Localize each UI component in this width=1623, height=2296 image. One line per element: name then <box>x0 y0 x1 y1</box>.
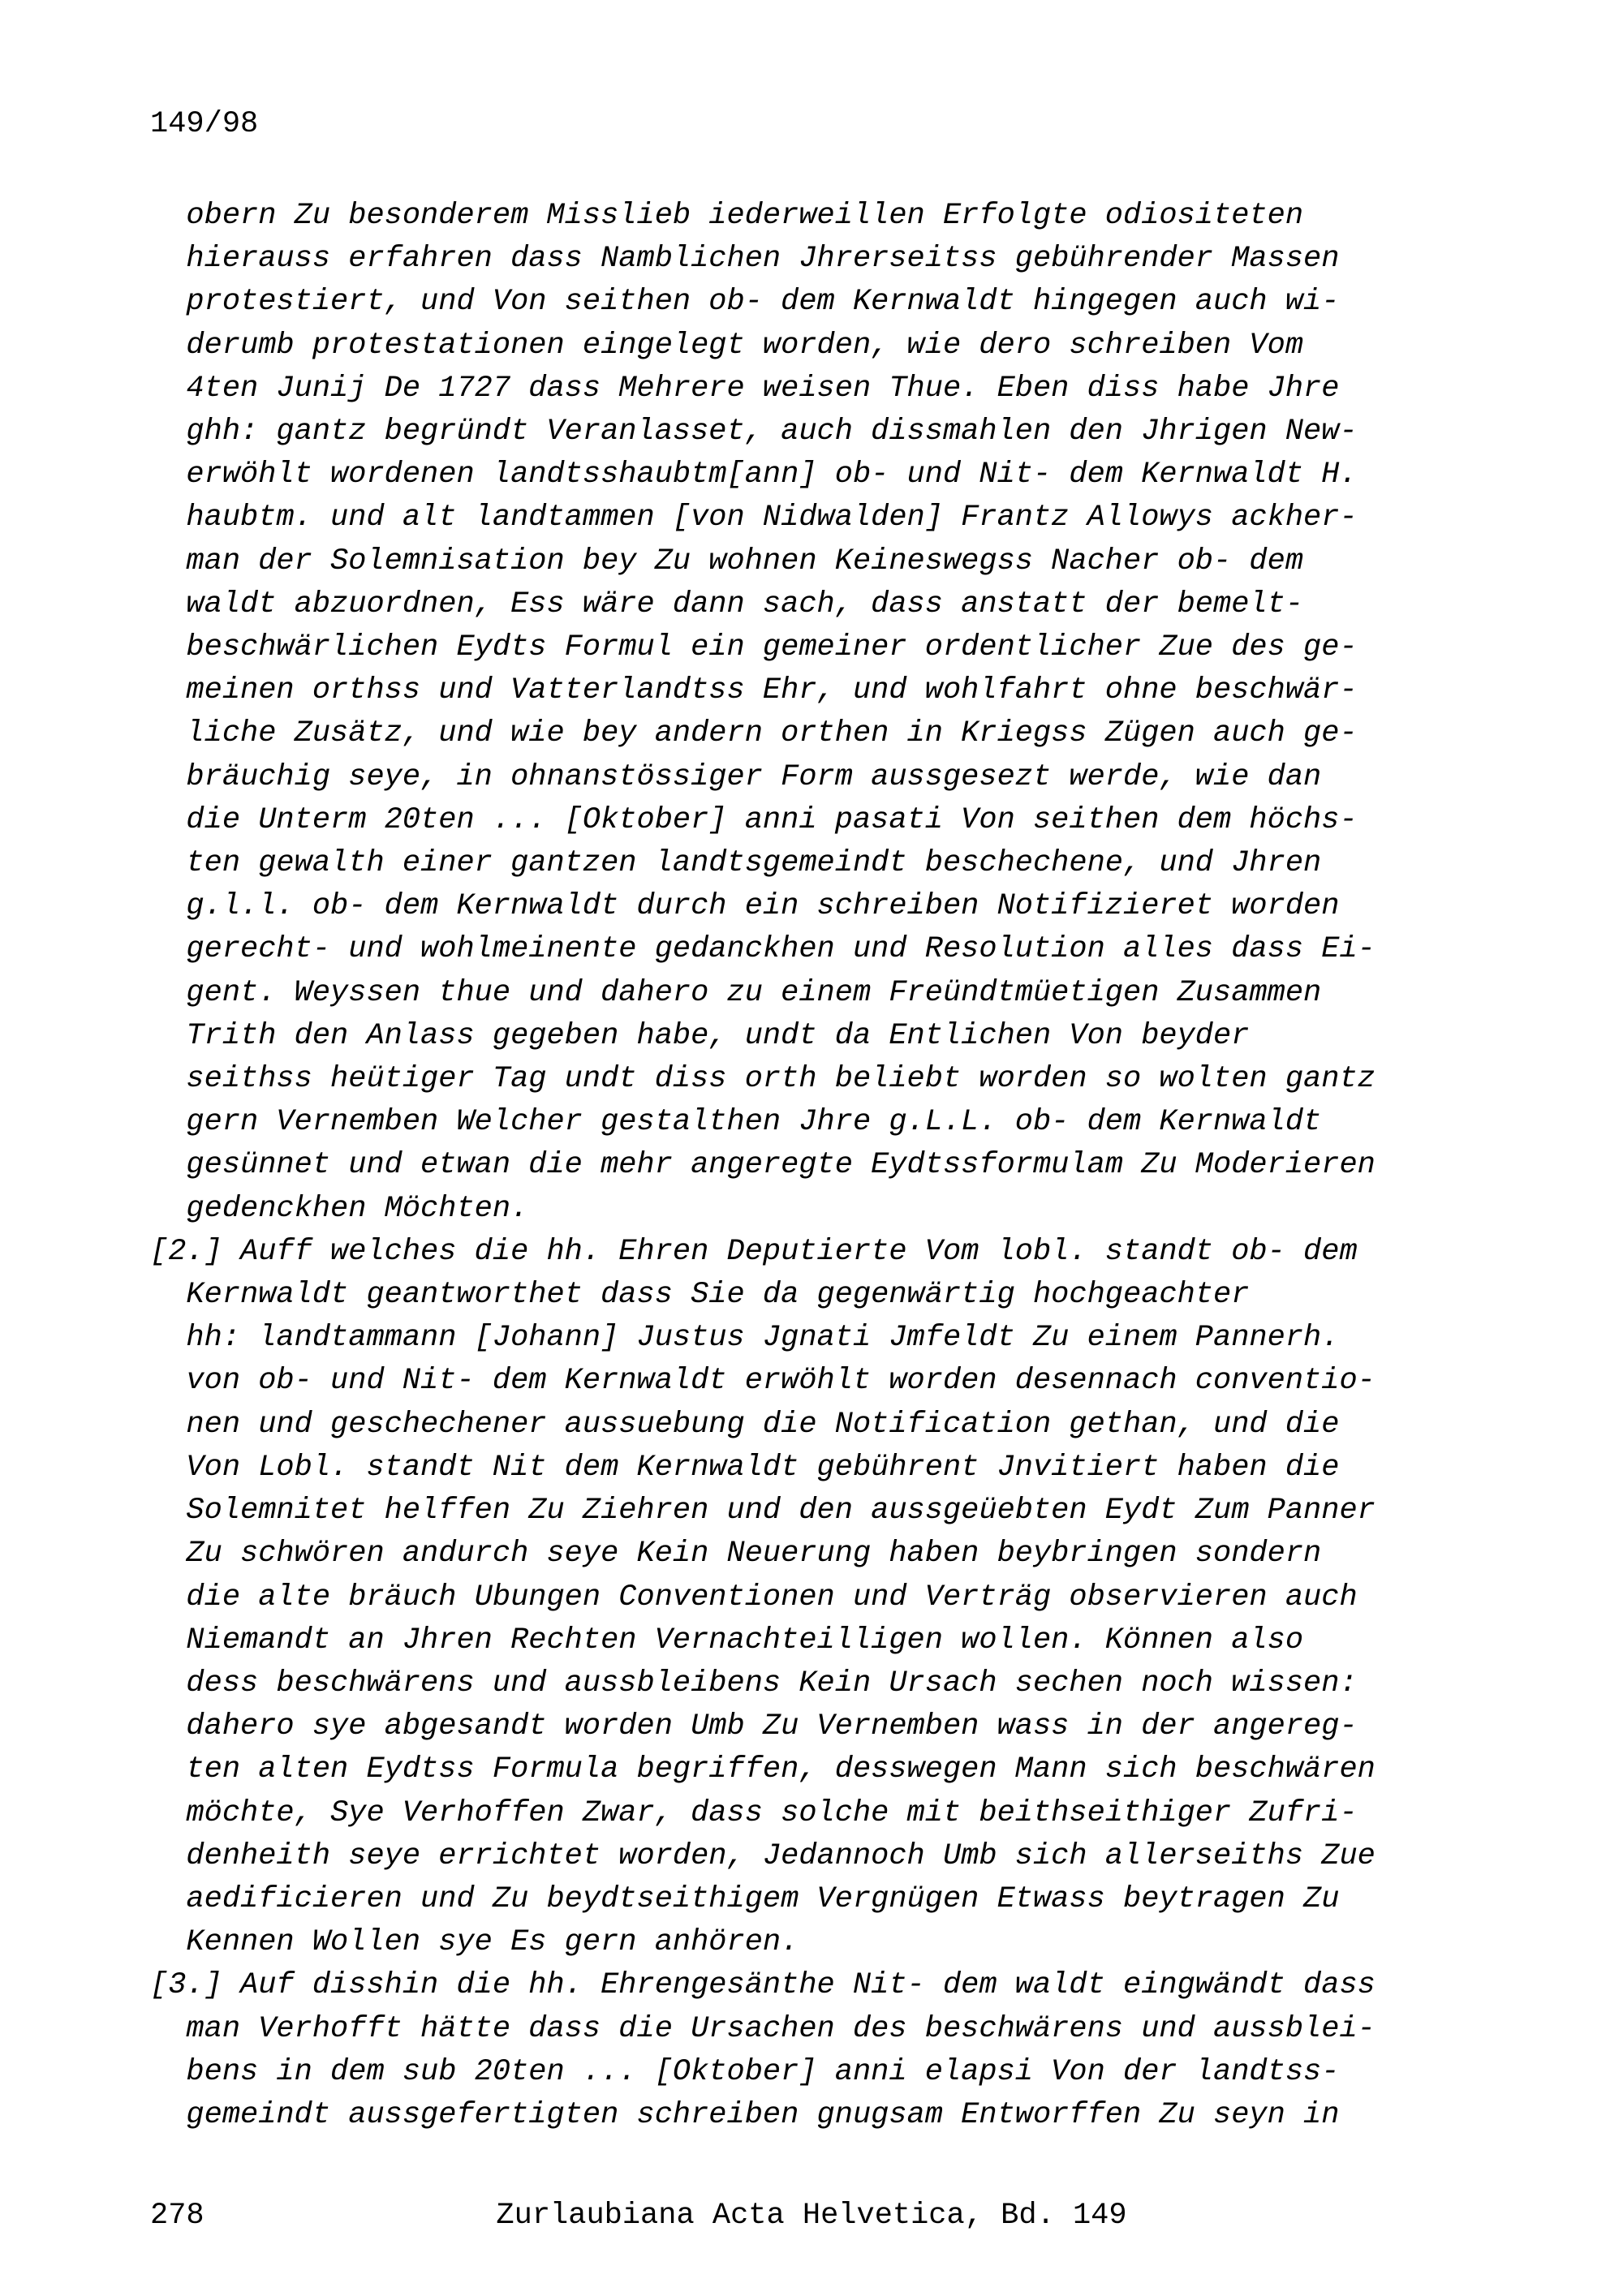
page-header-reference: 149/98 <box>150 107 259 141</box>
text-line: ghh: gantz begründt Veranlasset, auch dissmahlen den Jhrigen New- <box>150 415 1358 449</box>
text-line: Niemandt an Jhren Rechten Vernachteilligen wollen. Können also <box>150 1623 1304 1658</box>
text-line: ten gewalth einer gantzen landtsgemeindt beschechene, und Jhren <box>150 846 1322 881</box>
text-line: man der Solemnisation bey Zu wohnen Keineswegss Nacher ob- dem <box>150 544 1304 578</box>
text-line: die Unterm 20ten ... [Oktober] anni pasati Von seithen dem höchs- <box>150 802 1358 837</box>
series-title: Zurlaubiana Acta Helvetica, Bd. 149 <box>496 2199 1127 2233</box>
text-line: Zu schwören andurch seye Kein Neuerung haben beybringen sondern <box>150 1537 1322 1572</box>
transcription-body <box>150 195 1375 2137</box>
text-line: gemeindt aussgefertigten schreiben gnugsam Entworffen Zu seyn in <box>150 2097 1340 2132</box>
page-number: 278 <box>150 2199 204 2233</box>
text-line: seithss heütiger Tag undt diss orth beliebt worden so wolten gantz <box>150 1062 1375 1097</box>
text-line: Kennen Wollen sye Es gern anhören. <box>150 1925 799 1960</box>
text-line: von ob- und Nit- dem Kernwaldt erwöhlt worden desennach conventio- <box>150 1364 1375 1399</box>
text-line: liche Zusätz, und wie bey andern orthen in Kriegss Zügen auch ge- <box>150 716 1358 751</box>
text-line: gedenckhen Möchten. <box>150 1191 529 1226</box>
text-line: Kernwaldt geantworthet dass Sie da gegenwärtig hochgeachter <box>150 1278 1250 1313</box>
text-line: [3.] Auf disshin die hh. Ehrengesänthe Nit- dem waldt eingwändt dass <box>150 1968 1375 2003</box>
text-line: denheith seye errichtet worden, Jedannoch Umb sich allerseiths Zue <box>150 1838 1375 1873</box>
text-line: erwöhlt wordenen landtsshaubtm[ann] ob- und Nit- dem Kernwaldt H. <box>150 458 1358 492</box>
text-line: Von Lobl. standt Nit dem Kernwaldt gebührent Jnvitiert haben die <box>150 1450 1340 1485</box>
text-line: Solemnitet helffen Zu Ziehren und den aussgeüebten Eydt Zum Panner <box>150 1494 1375 1529</box>
text-line: aedificieren und Zu beydtseithigem Vergnügen Etwass beytragen Zu <box>150 1881 1340 1916</box>
text-line: man Verhofft hätte dass die Ursachen des beschwärens und aussblei- <box>150 2011 1375 2046</box>
text-line: 4ten Junij De 1727 dass Mehrere weisen Thue. Eben diss habe Jhre <box>150 371 1340 406</box>
text-line: gerecht- und wohlmeinente gedanckhen und Resolution alles dass Ei- <box>150 932 1375 967</box>
text-line: bens in dem sub 20ten ... [Oktober] anni elapsi Von der landtss- <box>150 2054 1340 2089</box>
text-line: g.l.l. ob- dem Kernwaldt durch ein schreiben Notifizieret worden <box>150 889 1340 924</box>
text-line: Trith den Anlass gegeben habe, undt da Entlichen Von beyder <box>150 1018 1250 1053</box>
text-line: die alte bräuch Ubungen Conventionen und Verträg observieren auch <box>150 1580 1358 1615</box>
text-line: dess beschwärens und aussbleibens Kein Ursach sechen noch wissen: <box>150 1666 1358 1701</box>
text-line: nen und geschechener aussuebung die Notification gethan, und die <box>150 1407 1340 1442</box>
text-line: gern Vernemben Welcher gestalthen Jhre g.L.L. ob- dem Kernwaldt <box>150 1105 1322 1140</box>
text-line: obern Zu besonderem Misslieb iederweillen Erfolgte odiositeten <box>150 199 1304 233</box>
text-line: beschwärlichen Eydts Formul ein gemeiner ordentlicher Zue des ge- <box>150 630 1358 665</box>
text-line: protestiert, und Von seithen ob- dem Kernwaldt hingegen auch wi- <box>150 285 1340 320</box>
text-line: bräuchig seye, in ohnanstössiger Form aussgesezt werde, wie dan <box>150 759 1322 794</box>
text-line: möchte, Sye Verhoffen Zwar, dass solche mit beithseithiger Zufri- <box>150 1795 1358 1830</box>
text-line: gesünnet und etwan die mehr angeregte Eydtssformulam Zu Moderieren <box>150 1148 1375 1183</box>
text-line: ten alten Eydtss Formula begriffen, desswegen Mann sich beschwären <box>150 1752 1375 1787</box>
text-line: derumb protestationen eingelegt worden, wie dero schreiben Vom <box>150 328 1304 363</box>
text-line: haubtm. und alt landtammen [von Nidwalden] Frantz Allowys ackher- <box>150 501 1358 535</box>
text-line: gent. Weyssen thue und dahero zu einem Freündtmüetigen Zusammen <box>150 975 1322 1010</box>
text-line: hh: landtammann [Johann] Justus Jgnati Jmfeldt Zu einem Pannerh. <box>150 1321 1340 1356</box>
text-line: hierauss erfahren dass Namblichen Jhrerseitss gebührender Massen <box>150 242 1340 277</box>
text-line: dahero sye abgesandt worden Umb Zu Vernemben wass in der angereg- <box>150 1709 1358 1744</box>
text-line: [2.] Auff welches die hh. Ehren Deputierte Vom lobl. standt ob- dem <box>150 1234 1358 1269</box>
text-line: waldt abzuordnen, Ess wäre dann sach, dass anstatt der bemelt- <box>150 587 1304 621</box>
text-line: meinen orthss und Vatterlandtss Ehr, und wohlfahrt ohne beschwär- <box>150 673 1358 708</box>
